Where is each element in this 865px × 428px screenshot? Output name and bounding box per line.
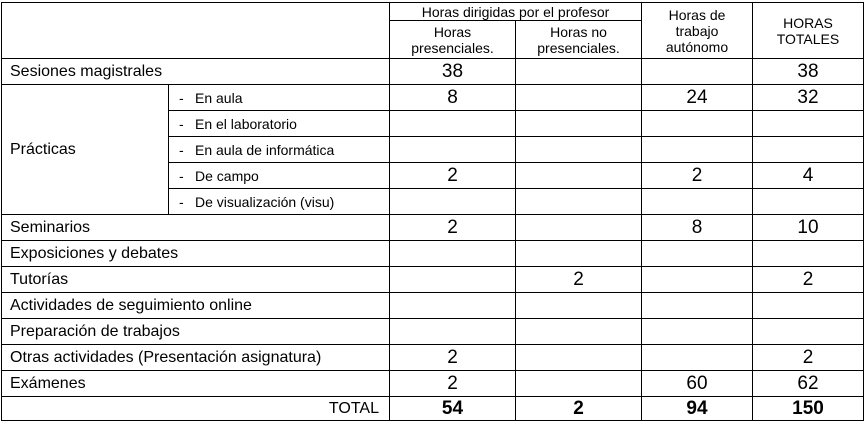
practicas-sub-label: - De campo <box>169 163 390 189</box>
dash-bullet: - <box>179 141 184 158</box>
practicas-sub-label: - En aula <box>169 85 390 111</box>
cell-autonomo: 60 <box>642 371 753 397</box>
cell-autonomo <box>642 345 753 371</box>
cell-autonomo <box>642 189 753 215</box>
cell-autonomo <box>642 241 753 267</box>
cell-no-presenciales <box>516 345 642 371</box>
cell-autonomo: 2 <box>642 163 753 189</box>
table-row <box>2 267 864 293</box>
practicas-sub-label: - En el laboratorio <box>169 111 390 137</box>
table-row <box>2 85 864 111</box>
cell-autonomo <box>642 59 753 85</box>
header-totales: HORAS TOTALES <box>753 3 864 59</box>
row-label: Tutorías <box>2 267 390 293</box>
table-row <box>2 241 864 267</box>
total-totales: 150 <box>753 397 864 421</box>
cell-no-presenciales <box>516 215 642 241</box>
table-row <box>2 215 864 241</box>
row-label: Sesiones magistrales <box>2 59 390 85</box>
cell-no-presenciales <box>516 293 642 319</box>
cell-autonomo <box>642 137 753 163</box>
row-label: Otras actividades (Presentación asignatura) <box>2 345 390 371</box>
cell-presenciales <box>390 241 516 267</box>
hours-table <box>1 2 864 421</box>
cell-no-presenciales <box>516 241 642 267</box>
cell-presenciales <box>390 319 516 345</box>
cell-totales <box>753 189 864 215</box>
cell-totales <box>753 319 864 345</box>
cell-no-presenciales <box>516 59 642 85</box>
cell-totales: 38 <box>753 59 864 85</box>
cell-totales <box>753 111 864 137</box>
cell-no-presenciales <box>516 85 642 111</box>
header-presenciales: Horas presenciales. <box>390 21 516 59</box>
cell-no-presenciales <box>516 163 642 189</box>
cell-totales <box>753 137 864 163</box>
cell-no-presenciales <box>516 189 642 215</box>
cell-totales: 32 <box>753 85 864 111</box>
cell-totales: 4 <box>753 163 864 189</box>
cell-presenciales: 2 <box>390 215 516 241</box>
table-row <box>2 59 864 85</box>
cell-no-presenciales <box>516 371 642 397</box>
header-group-label: Horas dirigidas por el profesor <box>390 3 642 21</box>
practicas-sub-label: - De visualización (visu) <box>169 189 390 215</box>
cell-totales: 2 <box>753 345 864 371</box>
cell-totales <box>753 293 864 319</box>
cell-presenciales <box>390 267 516 293</box>
header-empty-cell <box>2 3 390 59</box>
cell-presenciales: 2 <box>390 345 516 371</box>
cell-autonomo <box>642 319 753 345</box>
cell-autonomo: 8 <box>642 215 753 241</box>
total-row <box>2 397 864 421</box>
cell-totales: 2 <box>753 267 864 293</box>
cell-autonomo <box>642 267 753 293</box>
header-no-presenciales: Horas no presenciales. <box>516 21 642 59</box>
cell-autonomo: 24 <box>642 85 753 111</box>
total-no-presenciales: 2 <box>516 397 642 421</box>
row-label: Seminarios <box>2 215 390 241</box>
cell-autonomo <box>642 111 753 137</box>
cell-presenciales <box>390 111 516 137</box>
cell-presenciales <box>390 293 516 319</box>
cell-no-presenciales <box>516 319 642 345</box>
dash-bullet: - <box>179 193 184 210</box>
total-presenciales: 54 <box>390 397 516 421</box>
practicas-label: Prácticas <box>2 85 169 215</box>
row-label: Actividades de seguimiento online <box>2 293 390 319</box>
cell-presenciales: 38 <box>390 59 516 85</box>
dash-bullet: - <box>179 115 184 132</box>
table-row <box>2 371 864 397</box>
practicas-sub-label: - En aula de informática <box>169 137 390 163</box>
total-label: TOTAL <box>2 397 390 421</box>
cell-presenciales <box>390 189 516 215</box>
dash-bullet: - <box>179 167 184 184</box>
total-autonomo: 94 <box>642 397 753 421</box>
dash-bullet: - <box>179 89 184 106</box>
cell-presenciales: 2 <box>390 163 516 189</box>
cell-presenciales <box>390 137 516 163</box>
header-autonomo: Horas de trabajo autónomo <box>642 3 753 59</box>
row-label: Exposiciones y debates <box>2 241 390 267</box>
cell-totales <box>753 241 864 267</box>
table-row <box>2 319 864 345</box>
cell-presenciales: 2 <box>390 371 516 397</box>
row-label: Exámenes <box>2 371 390 397</box>
cell-presenciales: 8 <box>390 85 516 111</box>
table-row <box>2 345 864 371</box>
cell-totales: 62 <box>753 371 864 397</box>
cell-no-presenciales <box>516 111 642 137</box>
table-row <box>2 293 864 319</box>
cell-no-presenciales: 2 <box>516 267 642 293</box>
cell-totales: 10 <box>753 215 864 241</box>
cell-no-presenciales <box>516 137 642 163</box>
row-label: Preparación de trabajos <box>2 319 390 345</box>
cell-autonomo <box>642 293 753 319</box>
